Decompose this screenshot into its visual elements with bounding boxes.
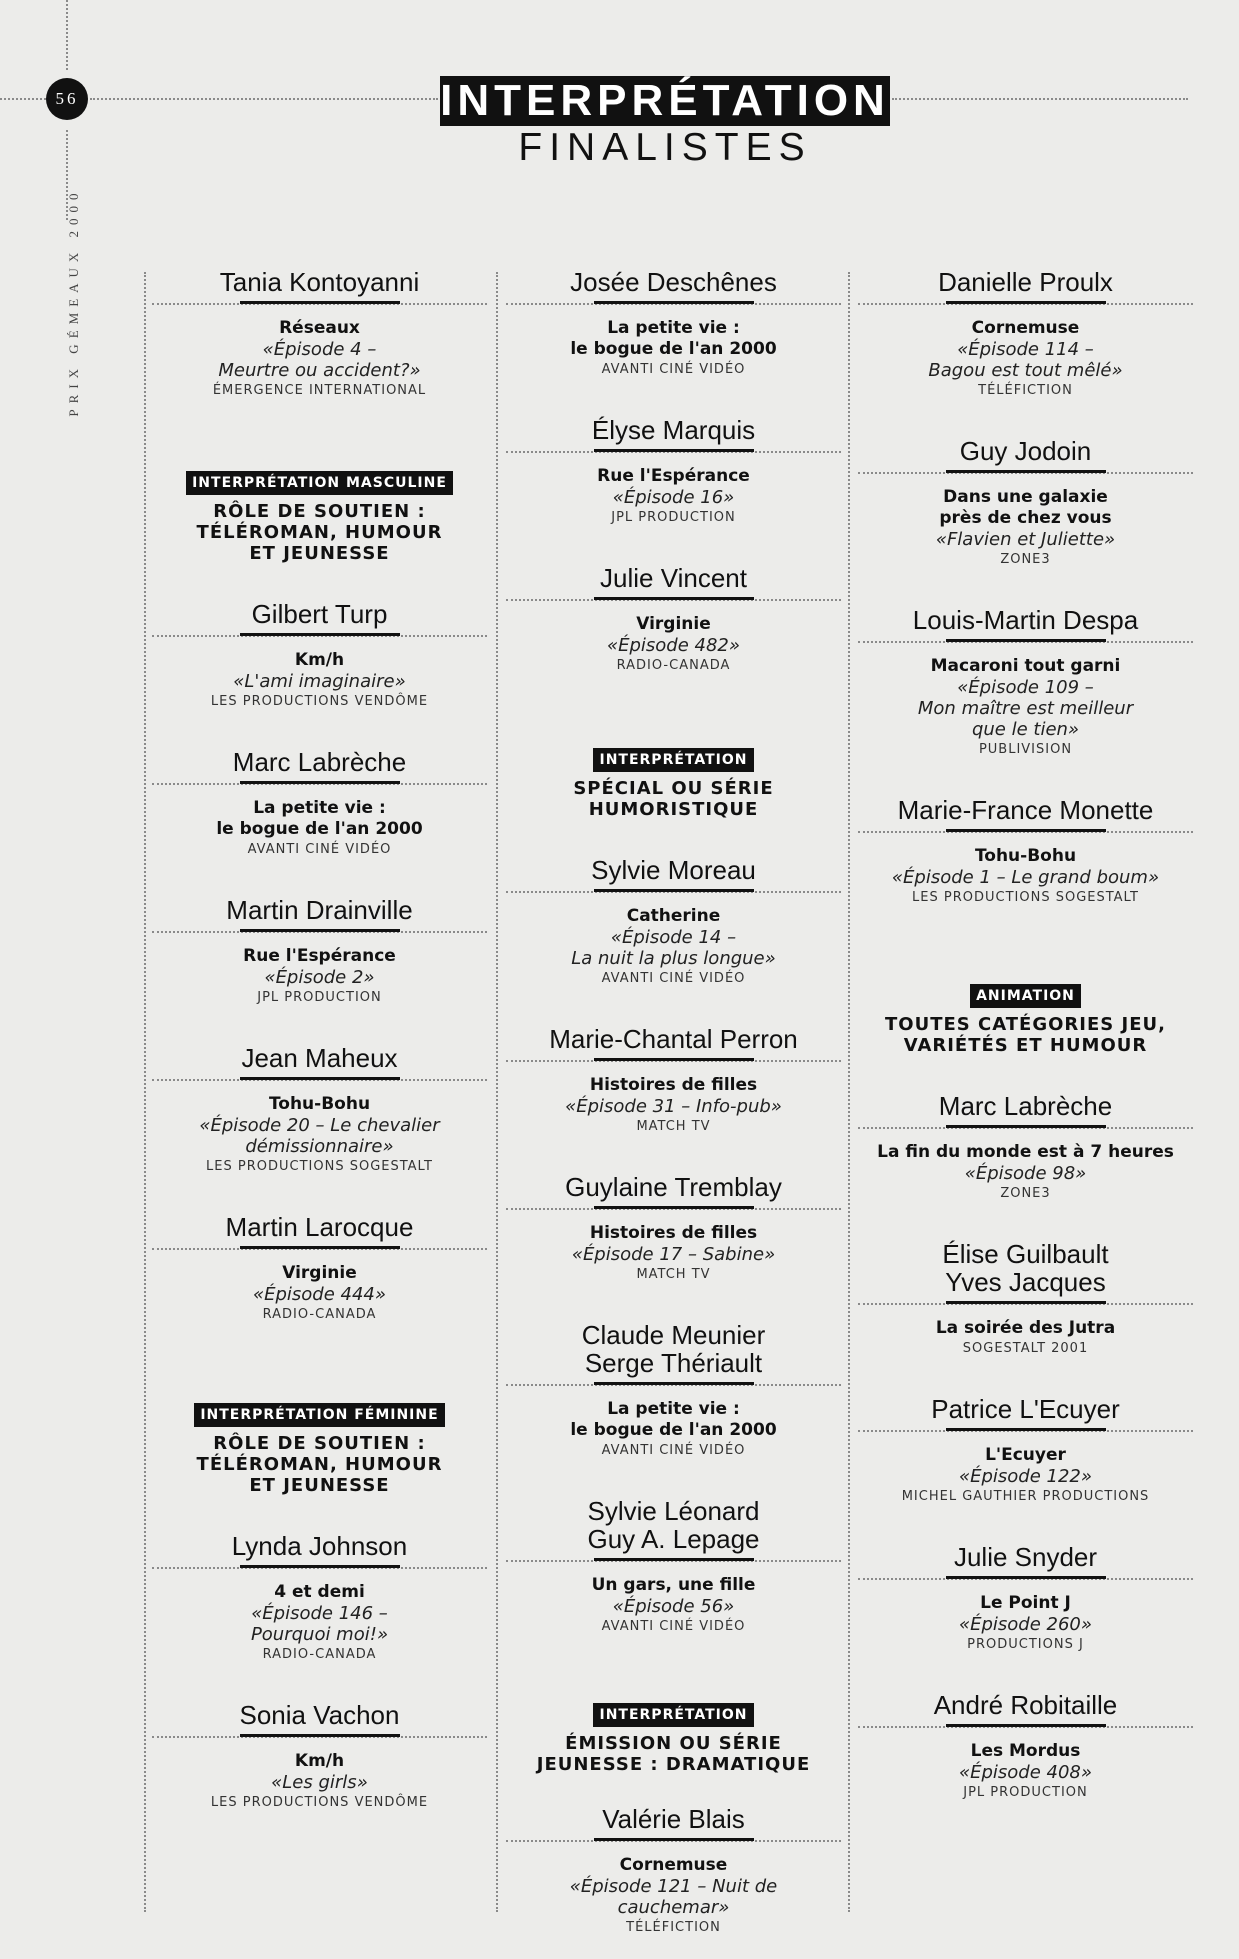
header-rule-left — [0, 98, 46, 100]
producer: AVANTI CINÉ VIDÉO — [601, 1619, 746, 1634]
producer: LES PRODUCTIONS SOGESTALT — [912, 890, 1139, 905]
episode-title: «L'ami imaginaire» — [233, 671, 406, 692]
show-title: Dans une galaxie — [943, 487, 1108, 507]
finalist-name: Sylvie Moreau — [591, 855, 756, 885]
finalist-entry — [152, 600, 487, 712]
name-separator — [506, 887, 841, 897]
producer: MATCH TV — [636, 1119, 711, 1134]
column-2 — [506, 268, 841, 1938]
category-line: TOUTES CATÉGORIES JEU, — [885, 1014, 1166, 1035]
episode-title: «Épisode 146 – — [251, 1603, 388, 1624]
category-badge: INTERPRÉTATION — [593, 748, 753, 772]
category-heading — [194, 1403, 444, 1496]
finalist-name: Martin Larocque — [225, 1212, 414, 1242]
episode-title: «Épisode 4 – — [262, 339, 377, 360]
name-separator — [152, 1244, 487, 1254]
category-heading — [186, 471, 453, 564]
finalist-name: Lynda Johnson — [231, 1531, 408, 1561]
name-separator — [152, 1732, 487, 1742]
finalist-name: Gilbert Turp — [251, 599, 388, 629]
category-line: ÉMISSION OU SÉRIE — [565, 1733, 782, 1754]
category-line: TÉLÉROMAN, HUMOUR — [196, 522, 443, 543]
episode-title: démissionnaire» — [245, 1136, 394, 1157]
finalist-entry — [858, 1395, 1193, 1507]
category-line: ET JEUNESSE — [249, 543, 390, 564]
name-separator — [152, 631, 487, 641]
finalist-name: André Robitaille — [933, 1690, 1118, 1720]
show-title: le bogue de l'an 2000 — [570, 339, 777, 359]
producer: AVANTI CINÉ VIDÉO — [601, 362, 746, 377]
show-title: Le Point J — [980, 1593, 1071, 1613]
column-divider — [144, 272, 146, 1912]
producer: SOGESTALT 2001 — [962, 1341, 1089, 1356]
name-separator — [858, 1123, 1193, 1133]
finalist-entry — [858, 437, 1193, 570]
finalist-name: Sylvie Léonard — [587, 1496, 760, 1526]
name-separator — [506, 299, 841, 309]
name-separator — [506, 1836, 841, 1846]
producer: AVANTI CINÉ VIDÉO — [601, 1443, 746, 1458]
finalist-name: Marc Labrèche — [232, 747, 407, 777]
episode-title: «Épisode 122» — [959, 1466, 1092, 1487]
finalist-entry — [152, 748, 487, 860]
episode-title: Meurtre ou accident?» — [218, 360, 421, 381]
episode-title: cauchemar» — [617, 1897, 730, 1918]
name-separator — [858, 1722, 1193, 1732]
finalist-entry — [858, 1543, 1193, 1655]
producer: AVANTI CINÉ VIDÉO — [601, 971, 746, 986]
finalist-name: Yves Jacques — [945, 1267, 1106, 1297]
name-separator — [506, 595, 841, 605]
category-line: JEUNESSE : DRAMATIQUE — [536, 1754, 811, 1775]
show-title: Cornemuse — [971, 318, 1080, 338]
name-separator — [152, 779, 487, 789]
finalist-entry — [858, 268, 1193, 401]
category-line: RÔLE DE SOUTIEN : — [213, 501, 426, 522]
finalist-entry — [152, 1532, 487, 1665]
name-separator — [506, 1204, 841, 1214]
producer: TÉLÉFICTION — [978, 383, 1073, 398]
finalist-name: Guylaine Tremblay — [565, 1172, 782, 1202]
column-1 — [152, 268, 487, 1813]
show-title: Rue l'Espérance — [243, 946, 396, 966]
finalist-name: Louis-Martin Despa — [912, 605, 1139, 635]
finalist-entry — [506, 1497, 841, 1637]
finalist-name: Martin Drainville — [226, 895, 413, 925]
finalist-name: Julie Vincent — [600, 563, 747, 593]
show-title: Rue l'Espérance — [597, 466, 750, 486]
name-separator — [858, 637, 1193, 647]
name-separator — [858, 1299, 1193, 1309]
show-title: La petite vie : — [253, 798, 386, 818]
category-heading — [885, 984, 1166, 1056]
finalist-entry — [152, 1044, 487, 1177]
show-title: La petite vie : — [607, 318, 740, 338]
producer: MICHEL GAUTHIER PRODUCTIONS — [901, 1489, 1150, 1504]
finalist-entry — [506, 1025, 841, 1137]
finalist-name: Tania Kontoyanni — [219, 267, 420, 297]
finalist-entry — [858, 1691, 1193, 1803]
episode-title: «Épisode 482» — [607, 635, 740, 656]
finalist-name: Sonia Vachon — [239, 1700, 400, 1730]
show-title: 4 et demi — [274, 1582, 365, 1602]
producer: JPL PRODUCTION — [963, 1785, 1088, 1800]
producer: PUBLIVISION — [978, 742, 1073, 757]
show-title: Catherine — [626, 906, 721, 926]
name-separator — [152, 1563, 487, 1573]
side-label: PRIX GÉMEAUX 2000 — [66, 187, 81, 417]
episode-title: «Épisode 114 – — [957, 339, 1094, 360]
episode-title: «Épisode 56» — [612, 1596, 735, 1617]
finalist-entry — [858, 1092, 1193, 1204]
episode-title: Mon maître est meilleur — [917, 698, 1134, 719]
finalist-entry — [858, 796, 1193, 908]
finalist-name: Julie Snyder — [953, 1542, 1098, 1572]
show-title: près de chez vous — [939, 508, 1112, 528]
name-separator — [152, 299, 487, 309]
producer: ZONE3 — [1000, 552, 1051, 567]
finalist-entry — [506, 416, 841, 528]
episode-title: «Épisode 31 – Info-pub» — [565, 1096, 782, 1117]
show-title: Un gars, une fille — [591, 1575, 756, 1595]
finalist-name: Élyse Marquis — [591, 415, 756, 445]
column-3 — [858, 268, 1193, 1803]
name-separator — [858, 1574, 1193, 1584]
category-line: VARIÉTÉS ET HUMOUR — [903, 1035, 1148, 1056]
episode-title: «Épisode 121 – Nuit de — [569, 1876, 778, 1897]
finalist-name: Josée Deschênes — [570, 267, 777, 297]
finalist-name: Valérie Blais — [602, 1804, 745, 1834]
header-rule-middle — [90, 98, 438, 100]
finalist-entry — [858, 606, 1193, 760]
finalist-name: Patrice L'Ecuyer — [931, 1394, 1120, 1424]
show-title: Virginie — [282, 1263, 357, 1283]
show-title: Macaroni tout garni — [930, 656, 1121, 676]
show-title: Réseaux — [279, 318, 360, 338]
show-title: Tohu-Bohu — [974, 846, 1077, 866]
name-separator — [506, 447, 841, 457]
finalist-name: Marc Labrèche — [938, 1091, 1113, 1121]
producer: RADIO-CANADA — [262, 1307, 377, 1322]
finalist-entry — [152, 1213, 487, 1325]
episode-title: «Épisode 20 – Le chevalier — [199, 1115, 440, 1136]
category-heading — [573, 748, 773, 820]
show-title: le bogue de l'an 2000 — [570, 1420, 777, 1440]
name-separator — [858, 299, 1193, 309]
category-badge: INTERPRÉTATION — [593, 1703, 753, 1727]
episode-title: Pourquoi moi!» — [250, 1624, 389, 1645]
page-subtitle: FINALISTES — [518, 126, 812, 169]
finalist-entry — [858, 1240, 1193, 1359]
finalist-entry — [152, 268, 487, 401]
show-title: La petite vie : — [607, 1399, 740, 1419]
episode-title: que le tien» — [971, 719, 1080, 740]
show-title: Histoires de filles — [589, 1223, 758, 1243]
name-separator — [858, 468, 1193, 478]
show-title: Virginie — [636, 614, 711, 634]
episode-title: «Épisode 444» — [253, 1284, 386, 1305]
category-line: TÉLÉROMAN, HUMOUR — [196, 1454, 443, 1475]
producer: RADIO-CANADA — [262, 1647, 377, 1662]
episode-title: «Épisode 260» — [959, 1614, 1092, 1635]
episode-title: «Flavien et Juliette» — [935, 529, 1116, 550]
finalist-entry — [506, 1321, 841, 1461]
name-separator — [506, 1380, 841, 1390]
producer: JPL PRODUCTION — [611, 510, 736, 525]
finalist-entry — [506, 856, 841, 989]
producer: PRODUCTIONS J — [967, 1637, 1084, 1652]
category-line: SPÉCIAL OU SÉRIE — [573, 778, 774, 799]
page-number: 56 — [46, 78, 88, 120]
producer: MATCH TV — [636, 1267, 711, 1282]
show-title: Cornemuse — [619, 1855, 728, 1875]
column-divider — [848, 272, 850, 1912]
finalist-name: Élise Guilbault — [942, 1239, 1109, 1269]
producer: LES PRODUCTIONS SOGESTALT — [206, 1159, 433, 1174]
show-title: L'Ecuyer — [985, 1445, 1066, 1465]
episode-title: «Épisode 1 – Le grand boum» — [891, 867, 1160, 888]
episode-title: «Épisode 16» — [612, 487, 735, 508]
name-separator — [858, 827, 1193, 837]
finalist-name: Guy A. Lepage — [587, 1524, 760, 1554]
finalist-name: Serge Thériault — [584, 1348, 763, 1378]
finalist-name: Guy Jodoin — [959, 436, 1092, 466]
name-separator — [506, 1556, 841, 1566]
producer: ZONE3 — [1000, 1186, 1051, 1201]
show-title: La fin du monde est à 7 heures — [877, 1142, 1174, 1162]
show-title: La soirée des Jutra — [935, 1318, 1116, 1338]
show-title: Histoires de filles — [589, 1075, 758, 1095]
category-badge: INTERPRÉTATION MASCULINE — [186, 471, 453, 495]
finalist-entry — [506, 1805, 841, 1938]
producer: AVANTI CINÉ VIDÉO — [247, 842, 392, 857]
finalist-entry — [152, 896, 487, 1008]
episode-title: «Les girls» — [271, 1772, 368, 1793]
finalist-name: Claude Meunier — [581, 1320, 766, 1350]
name-separator — [506, 1056, 841, 1066]
finalist-entry — [506, 1173, 841, 1285]
category-heading — [537, 1703, 810, 1775]
category-line: HUMORISTIQUE — [588, 799, 759, 820]
page-title: INTERPRÉTATION — [440, 76, 890, 125]
episode-title: «Épisode 14 – — [610, 927, 737, 948]
producer: LES PRODUCTIONS VENDÔME — [210, 694, 429, 709]
finalist-name: Marie-France Monette — [897, 795, 1154, 825]
producer: TÉLÉFICTION — [626, 1920, 721, 1935]
finalist-name: Danielle Proulx — [938, 267, 1113, 297]
category-line: ET JEUNESSE — [249, 1475, 390, 1496]
show-title: Km/h — [294, 1751, 345, 1771]
category-badge: ANIMATION — [970, 984, 1081, 1008]
producer: RADIO-CANADA — [616, 658, 731, 673]
producer: LES PRODUCTIONS VENDÔME — [210, 1795, 429, 1810]
finalist-entry — [506, 564, 841, 676]
header-rule-right — [892, 98, 1188, 100]
finalist-name: Marie-Chantal Perron — [549, 1024, 798, 1054]
name-separator — [152, 1075, 487, 1085]
episode-title: «Épisode 109 – — [957, 677, 1094, 698]
episode-title: «Épisode 408» — [959, 1762, 1092, 1783]
name-separator — [858, 1426, 1193, 1436]
episode-title: Bagou est tout mêlé» — [928, 360, 1123, 381]
finalist-name: Jean Maheux — [241, 1043, 398, 1073]
producer: ÉMERGENCE INTERNATIONAL — [212, 383, 427, 398]
show-title: Km/h — [294, 650, 345, 670]
left-margin-line — [66, 0, 68, 70]
category-line: RÔLE DE SOUTIEN : — [213, 1433, 426, 1454]
name-separator — [152, 927, 487, 937]
column-divider — [496, 272, 498, 1912]
finalist-entry — [506, 268, 841, 380]
producer: JPL PRODUCTION — [257, 990, 382, 1005]
category-badge: INTERPRÉTATION FÉMININE — [194, 1403, 444, 1427]
episode-title: «Épisode 98» — [964, 1163, 1087, 1184]
show-title: le bogue de l'an 2000 — [216, 819, 423, 839]
episode-title: «Épisode 2» — [264, 967, 375, 988]
finalist-entry — [152, 1701, 487, 1813]
show-title: Les Mordus — [970, 1741, 1081, 1761]
show-title: Tohu-Bohu — [268, 1094, 371, 1114]
episode-title: La nuit la plus longue» — [571, 948, 776, 969]
episode-title: «Épisode 17 – Sabine» — [571, 1244, 776, 1265]
